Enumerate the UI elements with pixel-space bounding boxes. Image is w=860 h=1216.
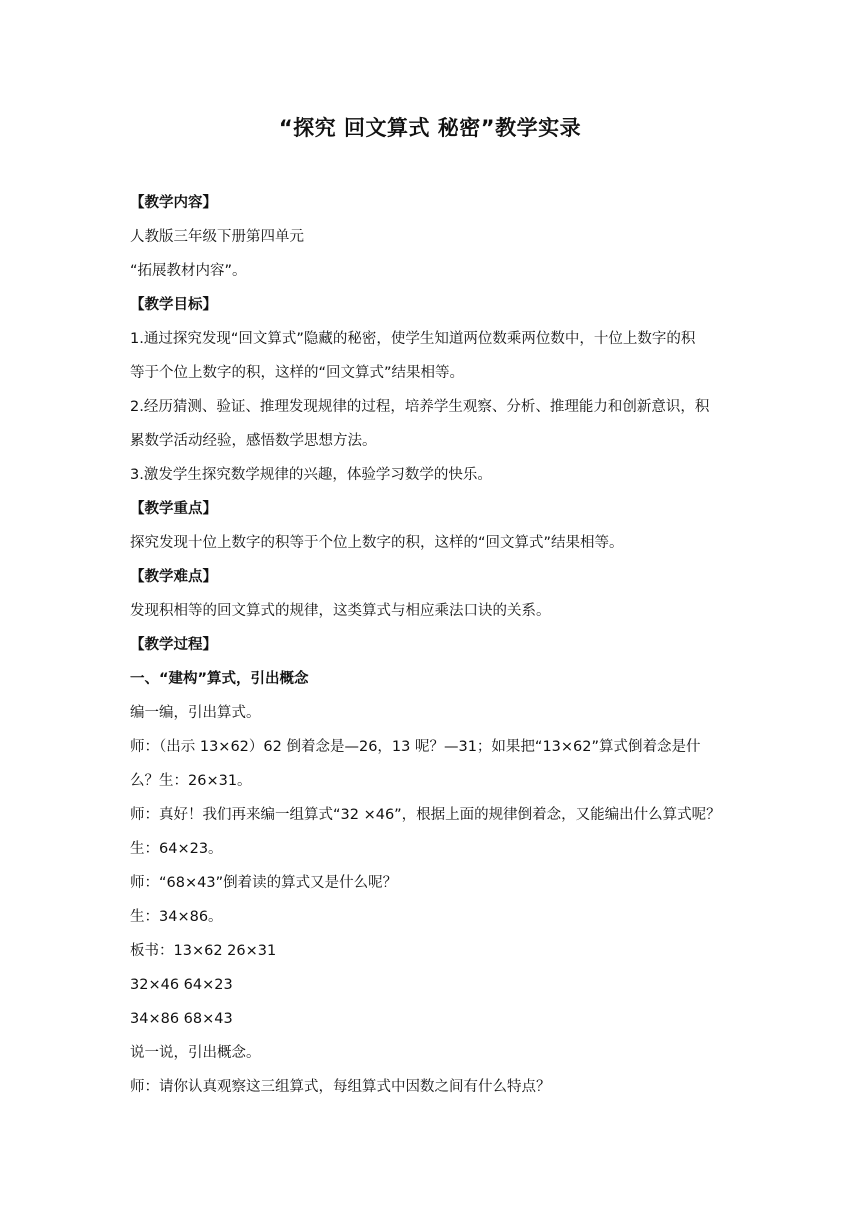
body-text-line: 说一说，引出概念。: [130, 1045, 261, 1061]
body-text-line: 人教版三年级下册第四单元: [130, 229, 304, 245]
body-text-line: 师：“68×43”倒着读的算式又是什么呢？: [130, 875, 398, 891]
body-text-line: 生：64×23。: [130, 841, 223, 857]
body-text-line: 2.经历猜测、验证、推理发现规律的过程，培养学生观察、分析、推理能力和创新意识，积: [130, 399, 710, 415]
section-heading: 【教学重点】: [130, 501, 217, 517]
section-heading: 【教学难点】: [130, 569, 217, 585]
section-heading: 一、“建构”算式，引出概念: [130, 671, 309, 687]
document-body: [130, 186, 735, 1104]
body-text-line: 生：34×86。: [130, 909, 223, 925]
body-text-line: “拓展教材内容”。: [130, 263, 247, 279]
body-text-line: 3.激发学生探究数学规律的兴趣，体验学习数学的快乐。: [130, 467, 492, 483]
body-text-line: 么？生：26×31。: [130, 773, 252, 789]
body-text-line: 师：真好！我们再来编一组算式“32 ×46”，根据上面的规律倒着念，又能编出什么算式呢？: [130, 807, 721, 823]
body-text-line: 等于个位上数字的积，这样的“回文算式”结果相等。: [130, 365, 465, 381]
body-text-line: 板书：13×62 26×31: [130, 943, 277, 959]
body-text-line: 师：请你认真观察这三组算式，每组算式中因数之间有什么特点？: [130, 1079, 551, 1095]
body-text-line: 累数学活动经验，感悟数学思想方法。: [130, 433, 377, 449]
body-text-line: 32×46 64×23: [130, 977, 233, 993]
section-heading: 【教学过程】: [130, 637, 217, 653]
body-text-line: 探究发现十位上数字的积等于个位上数字的积，这样的“回文算式”结果相等。: [130, 535, 624, 551]
section-heading: 【教学目标】: [130, 297, 217, 313]
body-text-line: 1.通过探究发现“回文算式”隐藏的秘密，使学生知道两位数乘两位数中，十位上数字的积: [130, 331, 696, 347]
body-text-line: 编一编，引出算式。: [130, 705, 261, 721]
body-text-line: 34×86 68×43: [130, 1011, 233, 1027]
document-title: “探究 回文算式 秘密”教学实录: [278, 116, 582, 140]
body-text-line: 发现积相等的回文算式的规律，这类算式与相应乘法口诀的关系。: [130, 603, 551, 619]
section-heading: 【教学内容】: [130, 195, 217, 211]
body-text-line: 师：（出示 13×62）62 倒着念是—26，13 呢？—31；如果把“13×62”算式倒着念是什: [130, 739, 701, 755]
